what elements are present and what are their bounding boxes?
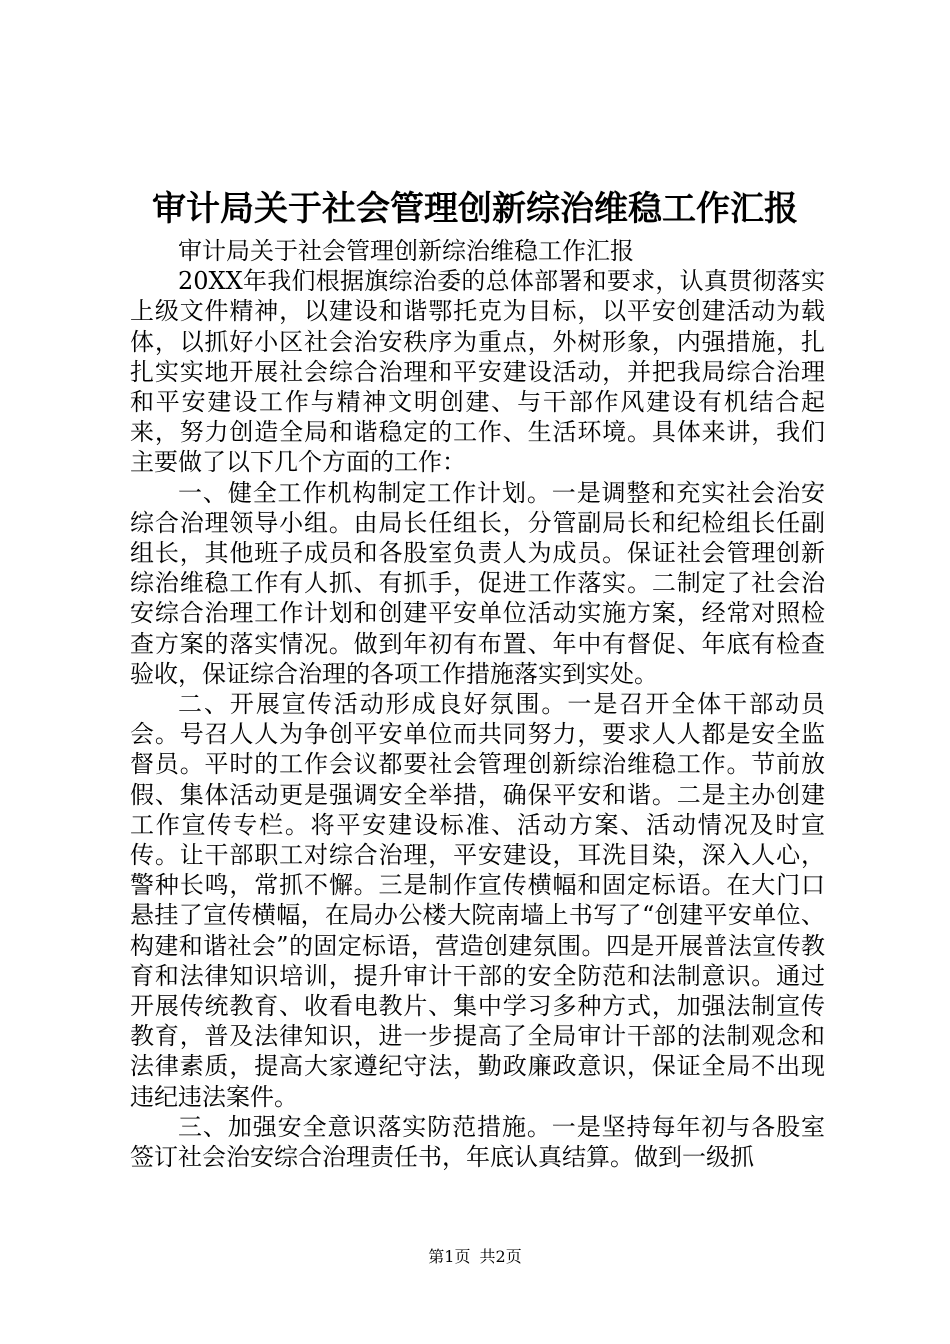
document-subtitle: 审计局关于社会管理创新综治维稳工作汇报 xyxy=(178,237,634,265)
page-footer xyxy=(0,1244,950,1267)
page-total: 共2页 xyxy=(479,1247,522,1266)
paragraph-section-2: 二、开展宣传活动形成良好氛围。一是召开全体干部动员会。号召人人为争创平安单位而共同努力，要求人人都是安全监督员。平时的工作会议都要社会管理创新综治维稳工作。节前放假、集体活动更是强调安全举措，确保平安和谐。二是主办创建工作宣传专栏。将平安建设标准、活动方案、活动情况及时宣传。让干部职工对综合治理，平安建设，耳洗目染，深入人心，警种长鸣，常抓不懈。三是制作宣传横幅和固定标语。在大门口悬挂了宣传横幅，在局办公楼大院南墙上书写了“创建平安单位、构建和谐社会”的固定标语，营造创建氛围。四是开展普法宣传教育和法律知识培训，提升审计干部的安全防范和法制意识。通过开展传统教育、收看电教片、集中学习多种方式，加强法制宣传教育，普及法律知识，进一步提高了全局审计干部的法制观念和法律素质，提高大家遵纪守法，勤政廉政意识，保证全局不出现违纪违法案件。 xyxy=(130,690,825,1111)
document-title: 审计局关于社会管理创新综治维稳工作汇报 xyxy=(152,189,798,229)
paragraph-section-1: 一、健全工作机构制定工作计划。一是调整和充实社会治安综合治理领导小组。由局长任组长，分管副局长和纪检组长任副组长，其他班子成员和各股室负责人为成员。保证社会管理创新综治维稳工作有人抓、有抓手，促进工作落实。二制定了社会治安综合治理工作计划和创建平安单位活动实施方案，经常对照检查方案的落实情况。做到年初有布置、年中有督促、年底有检查验收，保证综合治理的各项工作措施落实到实处。 xyxy=(130,478,825,688)
paragraph-intro: 20XX年我们根据旗综治委的总体部署和要求，认真贯彻落实上级文件精神，以建设和谐鄂托克为目标，以平安创建活动为载体，以抓好小区社会治安秩序为重点，外树形象，内强措施，扎扎实实地开展社会综合治理和平安建设活动，并把我局综合治理和平安建设工作与精神文明创建、与干部作风建设有机结合起来，努力创造全局和谐稳定的工作、生活环境。具体来讲，我们主要做了以下几个方面的工作： xyxy=(130,267,825,477)
page-number: 第1页 xyxy=(428,1247,471,1266)
paragraph-section-3: 三、加强安全意识落实防范措施。一是坚持每年初与各股室签订社会治安综合治理责任书，年底认真结算。做到一级抓 xyxy=(130,1112,825,1172)
document-body xyxy=(130,236,825,1172)
